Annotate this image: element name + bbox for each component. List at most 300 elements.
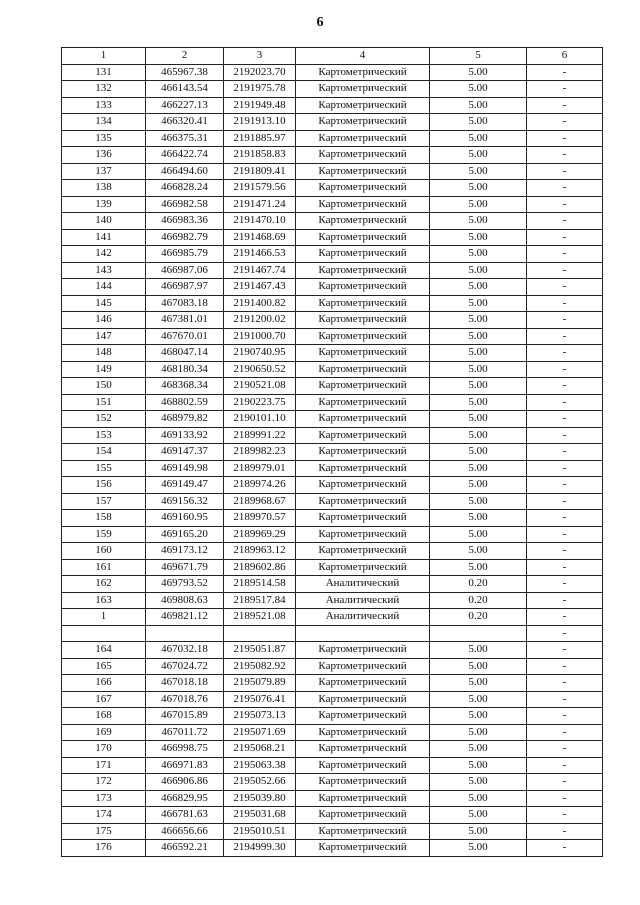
cell-point-number: 146 bbox=[62, 312, 146, 329]
cell-coord-x: 469160.95 bbox=[146, 510, 224, 527]
cell-coord-x: 466494.60 bbox=[146, 163, 224, 180]
table-row bbox=[62, 510, 603, 527]
cell-coord-y: 2190740.95 bbox=[224, 345, 296, 362]
table-row bbox=[62, 229, 603, 246]
cell-accuracy: 5.00 bbox=[430, 823, 527, 840]
table-row bbox=[62, 279, 603, 296]
cell-coord-y: 2195071.69 bbox=[224, 724, 296, 741]
cell-note: - bbox=[527, 394, 603, 411]
cell-note: - bbox=[527, 213, 603, 230]
cell-method: Картометрический bbox=[296, 741, 430, 758]
cell-accuracy: 0.20 bbox=[430, 576, 527, 593]
cell-note: - bbox=[527, 724, 603, 741]
cell-note: - bbox=[527, 642, 603, 659]
table-row bbox=[62, 543, 603, 560]
table-row bbox=[62, 394, 603, 411]
cell-method: Картометрический bbox=[296, 411, 430, 428]
cell-note: - bbox=[527, 757, 603, 774]
table-row bbox=[62, 807, 603, 824]
cell-point-number: 150 bbox=[62, 378, 146, 395]
cell-coord-y: 2190650.52 bbox=[224, 361, 296, 378]
cell-accuracy: 5.00 bbox=[430, 477, 527, 494]
cell-point-number: 155 bbox=[62, 460, 146, 477]
cell-method: Картометрический bbox=[296, 840, 430, 857]
cell-note: - bbox=[527, 163, 603, 180]
table-row bbox=[62, 576, 603, 593]
cell-coord-x: 466971.83 bbox=[146, 757, 224, 774]
table-row bbox=[62, 592, 603, 609]
cell-accuracy: 0.20 bbox=[430, 609, 527, 626]
cell-point-number: 172 bbox=[62, 774, 146, 791]
cell-coord-x: 469671.79 bbox=[146, 559, 224, 576]
cell-accuracy: 5.00 bbox=[430, 510, 527, 527]
cell-coord-y: 2195010.51 bbox=[224, 823, 296, 840]
cell-point-number: 149 bbox=[62, 361, 146, 378]
table-header-row bbox=[62, 48, 603, 65]
cell-coord-x: 467015.89 bbox=[146, 708, 224, 725]
cell-method: Картометрический bbox=[296, 642, 430, 659]
table-row bbox=[62, 246, 603, 263]
cell-coord-x: 466143.54 bbox=[146, 81, 224, 98]
cell-coord-y: 2190223.75 bbox=[224, 394, 296, 411]
cell-method: Картометрический bbox=[296, 295, 430, 312]
cell-point-number: 134 bbox=[62, 114, 146, 131]
cell-method: Картометрический bbox=[296, 345, 430, 362]
cell-point-number: 176 bbox=[62, 840, 146, 857]
cell-method: Картометрический bbox=[296, 279, 430, 296]
cell-accuracy: 5.00 bbox=[430, 444, 527, 461]
cell-accuracy: 5.00 bbox=[430, 790, 527, 807]
cell-coord-y: 2195031.68 bbox=[224, 807, 296, 824]
cell-coord-x: 466829.95 bbox=[146, 790, 224, 807]
cell-note: - bbox=[527, 526, 603, 543]
cell-point-number: 170 bbox=[62, 741, 146, 758]
cell-method: Картометрический bbox=[296, 361, 430, 378]
table-row bbox=[62, 163, 603, 180]
cell-point-number: 1 bbox=[62, 609, 146, 626]
cell-note: - bbox=[527, 246, 603, 263]
cell-method: Картометрический bbox=[296, 213, 430, 230]
cell-coord-x: 466987.06 bbox=[146, 262, 224, 279]
table-row bbox=[62, 840, 603, 857]
cell-coord-y: 2191858.83 bbox=[224, 147, 296, 164]
cell-method bbox=[296, 625, 430, 642]
cell-method: Картометрический bbox=[296, 493, 430, 510]
cell-point-number: 132 bbox=[62, 81, 146, 98]
cell-coord-y: 2195052.66 bbox=[224, 774, 296, 791]
table-row bbox=[62, 460, 603, 477]
column-header-3: 3 bbox=[224, 48, 296, 65]
cell-note: - bbox=[527, 543, 603, 560]
cell-method: Картометрический bbox=[296, 180, 430, 197]
cell-accuracy: 5.00 bbox=[430, 213, 527, 230]
cell-coord-y: 2189991.22 bbox=[224, 427, 296, 444]
cell-coord-y: 2194999.30 bbox=[224, 840, 296, 857]
cell-point-number: 143 bbox=[62, 262, 146, 279]
cell-note: - bbox=[527, 510, 603, 527]
cell-point-number: 153 bbox=[62, 427, 146, 444]
cell-accuracy: 0.20 bbox=[430, 592, 527, 609]
cell-coord-y: 2195051.87 bbox=[224, 642, 296, 659]
cell-note: - bbox=[527, 147, 603, 164]
page-number: 6 bbox=[316, 15, 324, 30]
cell-coord-y: 2191471.24 bbox=[224, 196, 296, 213]
cell-point-number: 144 bbox=[62, 279, 146, 296]
cell-method: Картометрический bbox=[296, 823, 430, 840]
cell-note: - bbox=[527, 262, 603, 279]
cell-method: Картометрический bbox=[296, 460, 430, 477]
cell-method: Картометрический bbox=[296, 543, 430, 560]
cell-method: Картометрический bbox=[296, 378, 430, 395]
cell-note: - bbox=[527, 114, 603, 131]
cell-coord-y: 2195068.21 bbox=[224, 741, 296, 758]
table-row bbox=[62, 559, 603, 576]
table-row bbox=[62, 823, 603, 840]
cell-accuracy: 5.00 bbox=[430, 493, 527, 510]
cell-coord-y: 2189982.23 bbox=[224, 444, 296, 461]
cell-coord-x: 466982.58 bbox=[146, 196, 224, 213]
cell-note: - bbox=[527, 741, 603, 758]
cell-accuracy: 5.00 bbox=[430, 526, 527, 543]
cell-coord-x: 467018.18 bbox=[146, 675, 224, 692]
cell-note: - bbox=[527, 840, 603, 857]
cell-method: Картометрический bbox=[296, 262, 430, 279]
cell-coord-x: 469173.12 bbox=[146, 543, 224, 560]
cell-method: Картометрический bbox=[296, 427, 430, 444]
cell-accuracy: 5.00 bbox=[430, 295, 527, 312]
cell-coord-y: 2190101.10 bbox=[224, 411, 296, 428]
cell-method: Картометрический bbox=[296, 774, 430, 791]
cell-method: Картометрический bbox=[296, 64, 430, 81]
table-row bbox=[62, 411, 603, 428]
cell-coord-y: 2189968.67 bbox=[224, 493, 296, 510]
column-header-1: 1 bbox=[62, 48, 146, 65]
cell-coord-x: 466592.21 bbox=[146, 840, 224, 857]
cell-coord-y: 2189979.01 bbox=[224, 460, 296, 477]
cell-accuracy: 5.00 bbox=[430, 81, 527, 98]
cell-note: - bbox=[527, 609, 603, 626]
cell-note: - bbox=[527, 427, 603, 444]
cell-coord-y: 2189514.58 bbox=[224, 576, 296, 593]
cell-coord-y: 2189517.84 bbox=[224, 592, 296, 609]
cell-point-number: 158 bbox=[62, 510, 146, 527]
cell-coord-x: 466422.74 bbox=[146, 147, 224, 164]
cell-method: Картометрический bbox=[296, 328, 430, 345]
cell-note: - bbox=[527, 807, 603, 824]
cell-point-number bbox=[62, 625, 146, 642]
cell-note: - bbox=[527, 658, 603, 675]
cell-coord-x: 469149.98 bbox=[146, 460, 224, 477]
table-row bbox=[62, 328, 603, 345]
cell-point-number: 175 bbox=[62, 823, 146, 840]
cell-coord-x: 468047.14 bbox=[146, 345, 224, 362]
cell-coord-x: 469808.63 bbox=[146, 592, 224, 609]
cell-point-number: 145 bbox=[62, 295, 146, 312]
table-row bbox=[62, 658, 603, 675]
cell-note: - bbox=[527, 708, 603, 725]
cell-accuracy: 5.00 bbox=[430, 394, 527, 411]
table-row bbox=[62, 477, 603, 494]
cell-accuracy: 5.00 bbox=[430, 378, 527, 395]
cell-accuracy: 5.00 bbox=[430, 708, 527, 725]
cell-point-number: 161 bbox=[62, 559, 146, 576]
table-row bbox=[62, 675, 603, 692]
cell-coord-y: 2191468.69 bbox=[224, 229, 296, 246]
cell-point-number: 168 bbox=[62, 708, 146, 725]
cell-note: - bbox=[527, 97, 603, 114]
cell-point-number: 157 bbox=[62, 493, 146, 510]
cell-point-number: 169 bbox=[62, 724, 146, 741]
cell-method: Картометрический bbox=[296, 97, 430, 114]
cell-method: Картометрический bbox=[296, 444, 430, 461]
cell-coord-x: 466983.36 bbox=[146, 213, 224, 230]
cell-coord-x: 467670.01 bbox=[146, 328, 224, 345]
cell-coord-x: 469156.32 bbox=[146, 493, 224, 510]
cell-accuracy: 5.00 bbox=[430, 559, 527, 576]
cell-accuracy: 5.00 bbox=[430, 147, 527, 164]
cell-point-number: 159 bbox=[62, 526, 146, 543]
cell-note: - bbox=[527, 691, 603, 708]
cell-coord-y: 2195076.41 bbox=[224, 691, 296, 708]
table-row bbox=[62, 361, 603, 378]
cell-coord-x: 467381.01 bbox=[146, 312, 224, 329]
cell-note: - bbox=[527, 774, 603, 791]
cell-note: - bbox=[527, 328, 603, 345]
cell-accuracy: 5.00 bbox=[430, 279, 527, 296]
cell-coord-x: 469133.92 bbox=[146, 427, 224, 444]
cell-accuracy: 5.00 bbox=[430, 130, 527, 147]
cell-coord-y: 2191466.53 bbox=[224, 246, 296, 263]
cell-point-number: 171 bbox=[62, 757, 146, 774]
cell-coord-x bbox=[146, 625, 224, 642]
cell-point-number: 163 bbox=[62, 592, 146, 609]
table-row bbox=[62, 64, 603, 81]
table-row bbox=[62, 81, 603, 98]
cell-note: - bbox=[527, 130, 603, 147]
cell-note: - bbox=[527, 378, 603, 395]
cell-note: - bbox=[527, 180, 603, 197]
cell-accuracy: 5.00 bbox=[430, 840, 527, 857]
cell-method: Картометрический bbox=[296, 807, 430, 824]
cell-accuracy bbox=[430, 625, 527, 642]
cell-accuracy: 5.00 bbox=[430, 262, 527, 279]
cell-coord-x: 469793.52 bbox=[146, 576, 224, 593]
cell-coord-y: 2195079.89 bbox=[224, 675, 296, 692]
column-header-2: 2 bbox=[146, 48, 224, 65]
cell-coord-x: 469147.37 bbox=[146, 444, 224, 461]
cell-point-number: 174 bbox=[62, 807, 146, 824]
cell-point-number: 140 bbox=[62, 213, 146, 230]
cell-note: - bbox=[527, 559, 603, 576]
cell-coord-y: 2191913.10 bbox=[224, 114, 296, 131]
cell-coord-y: 2190521.08 bbox=[224, 378, 296, 395]
cell-coord-y: 2191975.78 bbox=[224, 81, 296, 98]
cell-coord-y: 2191949.48 bbox=[224, 97, 296, 114]
cell-coord-x: 469821.12 bbox=[146, 609, 224, 626]
cell-coord-y: 2191885.97 bbox=[224, 130, 296, 147]
cell-note: - bbox=[527, 361, 603, 378]
table-row bbox=[62, 180, 603, 197]
cell-coord-y: 2192023.70 bbox=[224, 64, 296, 81]
cell-coord-x: 467018.76 bbox=[146, 691, 224, 708]
cell-point-number: 162 bbox=[62, 576, 146, 593]
cell-accuracy: 5.00 bbox=[430, 411, 527, 428]
cell-accuracy: 5.00 bbox=[430, 114, 527, 131]
cell-accuracy: 5.00 bbox=[430, 361, 527, 378]
table-row bbox=[62, 741, 603, 758]
cell-method: Картометрический bbox=[296, 196, 430, 213]
cell-coord-x: 466375.31 bbox=[146, 130, 224, 147]
cell-coord-y: 2191400.82 bbox=[224, 295, 296, 312]
cell-note: - bbox=[527, 625, 603, 642]
cell-point-number: 147 bbox=[62, 328, 146, 345]
cell-coord-x: 466781.63 bbox=[146, 807, 224, 824]
cell-method: Картометрический bbox=[296, 691, 430, 708]
coordinates-table bbox=[61, 47, 603, 857]
cell-accuracy: 5.00 bbox=[430, 724, 527, 741]
cell-method: Картометрический bbox=[296, 658, 430, 675]
table-row bbox=[62, 724, 603, 741]
cell-method: Картометрический bbox=[296, 312, 430, 329]
cell-method: Картометрический bbox=[296, 229, 430, 246]
table-row bbox=[62, 625, 603, 642]
table-row bbox=[62, 642, 603, 659]
table-row bbox=[62, 757, 603, 774]
cell-method: Картометрический bbox=[296, 675, 430, 692]
cell-coord-x: 467032.18 bbox=[146, 642, 224, 659]
cell-coord-y: 2191467.74 bbox=[224, 262, 296, 279]
table-row bbox=[62, 312, 603, 329]
cell-method: Картометрический bbox=[296, 394, 430, 411]
table-row bbox=[62, 427, 603, 444]
column-header-5: 5 bbox=[430, 48, 527, 65]
cell-coord-y: 2189974.26 bbox=[224, 477, 296, 494]
cell-method: Картометрический bbox=[296, 708, 430, 725]
cell-coord-y: 2191579.56 bbox=[224, 180, 296, 197]
cell-accuracy: 5.00 bbox=[430, 345, 527, 362]
cell-method: Картометрический bbox=[296, 757, 430, 774]
cell-accuracy: 5.00 bbox=[430, 64, 527, 81]
cell-coord-x: 466985.79 bbox=[146, 246, 224, 263]
cell-coord-x: 468180.34 bbox=[146, 361, 224, 378]
cell-accuracy: 5.00 bbox=[430, 97, 527, 114]
cell-note: - bbox=[527, 312, 603, 329]
cell-coord-x: 468368.34 bbox=[146, 378, 224, 395]
column-header-4: 4 bbox=[296, 48, 430, 65]
cell-note: - bbox=[527, 790, 603, 807]
cell-method: Картометрический bbox=[296, 510, 430, 527]
cell-note: - bbox=[527, 493, 603, 510]
cell-point-number: 141 bbox=[62, 229, 146, 246]
cell-point-number: 167 bbox=[62, 691, 146, 708]
cell-coord-y: 2189602.86 bbox=[224, 559, 296, 576]
cell-method: Картометрический bbox=[296, 163, 430, 180]
cell-coord-x: 466320.41 bbox=[146, 114, 224, 131]
cell-coord-y: 2189969.29 bbox=[224, 526, 296, 543]
cell-point-number: 138 bbox=[62, 180, 146, 197]
table-row bbox=[62, 444, 603, 461]
cell-point-number: 142 bbox=[62, 246, 146, 263]
cell-coord-x: 466987.97 bbox=[146, 279, 224, 296]
cell-coord-y: 2189521.08 bbox=[224, 609, 296, 626]
cell-coord-y: 2191200.02 bbox=[224, 312, 296, 329]
table-row bbox=[62, 97, 603, 114]
cell-coord-y: 2195063.38 bbox=[224, 757, 296, 774]
cell-coord-x: 467024.72 bbox=[146, 658, 224, 675]
table-row bbox=[62, 295, 603, 312]
cell-coord-y: 2191809.41 bbox=[224, 163, 296, 180]
cell-accuracy: 5.00 bbox=[430, 543, 527, 560]
cell-method: Картометрический bbox=[296, 130, 430, 147]
cell-accuracy: 5.00 bbox=[430, 196, 527, 213]
cell-point-number: 151 bbox=[62, 394, 146, 411]
cell-accuracy: 5.00 bbox=[430, 675, 527, 692]
cell-accuracy: 5.00 bbox=[430, 246, 527, 263]
cell-note: - bbox=[527, 444, 603, 461]
cell-coord-x: 469165.20 bbox=[146, 526, 224, 543]
table-row bbox=[62, 262, 603, 279]
cell-accuracy: 5.00 bbox=[430, 642, 527, 659]
cell-coord-x: 468979.82 bbox=[146, 411, 224, 428]
cell-point-number: 137 bbox=[62, 163, 146, 180]
cell-coord-x: 468802.59 bbox=[146, 394, 224, 411]
cell-accuracy: 5.00 bbox=[430, 757, 527, 774]
table-row bbox=[62, 147, 603, 164]
cell-method: Картометрический bbox=[296, 147, 430, 164]
cell-note: - bbox=[527, 592, 603, 609]
cell-accuracy: 5.00 bbox=[430, 741, 527, 758]
cell-accuracy: 5.00 bbox=[430, 807, 527, 824]
cell-accuracy: 5.00 bbox=[430, 180, 527, 197]
cell-note: - bbox=[527, 477, 603, 494]
table-row bbox=[62, 213, 603, 230]
cell-method: Картометрический bbox=[296, 246, 430, 263]
cell-coord-y: 2191000.70 bbox=[224, 328, 296, 345]
cell-method: Картометрический bbox=[296, 790, 430, 807]
cell-note: - bbox=[527, 411, 603, 428]
cell-method: Аналитический bbox=[296, 576, 430, 593]
table-row bbox=[62, 708, 603, 725]
cell-coord-x: 466656.66 bbox=[146, 823, 224, 840]
cell-point-number: 160 bbox=[62, 543, 146, 560]
cell-method: Картометрический bbox=[296, 724, 430, 741]
cell-method: Картометрический bbox=[296, 477, 430, 494]
cell-point-number: 154 bbox=[62, 444, 146, 461]
cell-coord-x: 465967.38 bbox=[146, 64, 224, 81]
table-row bbox=[62, 691, 603, 708]
cell-coord-x: 467011.72 bbox=[146, 724, 224, 741]
cell-coord-x: 466828.24 bbox=[146, 180, 224, 197]
table-row bbox=[62, 196, 603, 213]
table-row bbox=[62, 774, 603, 791]
cell-coord-y: 2189970.57 bbox=[224, 510, 296, 527]
table-row bbox=[62, 378, 603, 395]
table-row bbox=[62, 130, 603, 147]
cell-accuracy: 5.00 bbox=[430, 328, 527, 345]
cell-note: - bbox=[527, 576, 603, 593]
cell-method: Картометрический bbox=[296, 81, 430, 98]
cell-coord-x: 466906.86 bbox=[146, 774, 224, 791]
cell-coord-x: 466227.13 bbox=[146, 97, 224, 114]
cell-note: - bbox=[527, 81, 603, 98]
cell-point-number: 173 bbox=[62, 790, 146, 807]
cell-point-number: 135 bbox=[62, 130, 146, 147]
cell-method: Аналитический bbox=[296, 609, 430, 626]
cell-accuracy: 5.00 bbox=[430, 312, 527, 329]
cell-note: - bbox=[527, 279, 603, 296]
cell-coord-y: 2191470.10 bbox=[224, 213, 296, 230]
cell-coord-y: 2195082.92 bbox=[224, 658, 296, 675]
